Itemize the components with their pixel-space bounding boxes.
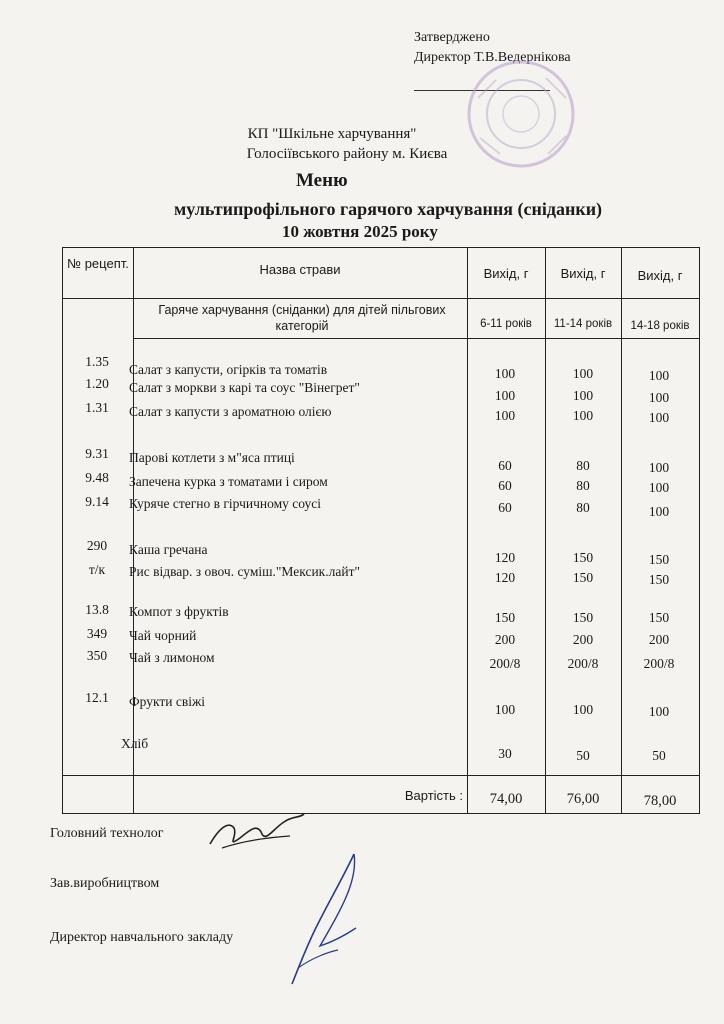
row-yield-2: 150 <box>572 550 594 565</box>
subheader-age-2: 11-14 років <box>553 318 613 330</box>
total-label: Вартість : <box>404 788 463 803</box>
row-yield-1: 100 <box>494 388 516 403</box>
table-row <box>63 602 699 625</box>
row-yield-1: 100 <box>494 408 516 423</box>
row-yield-1: 200/8 <box>489 656 521 671</box>
row-code: 9.31 <box>85 446 109 461</box>
row-code: 12.1 <box>85 690 109 705</box>
director-approval: Директор Т.В.Ведернікова <box>414 50 571 65</box>
table-row <box>63 470 699 495</box>
table-divider <box>545 248 546 813</box>
subheader-age-1: 6-11 років <box>480 318 532 330</box>
table-divider <box>133 248 134 813</box>
signature-scribble <box>272 850 372 990</box>
menu-title: Меню <box>296 170 348 191</box>
row-code: 1.35 <box>85 354 109 369</box>
row-code: 9.14 <box>85 494 109 509</box>
row-yield-2: 100 <box>572 366 594 381</box>
table-row <box>63 494 699 519</box>
row-yield-3: 200/8 <box>643 656 675 671</box>
header-dish-name: Назва страви <box>259 262 341 277</box>
table-row <box>63 648 699 671</box>
row-yield-3: 150 <box>648 572 670 587</box>
row-code: 290 <box>86 538 108 553</box>
row-yield-1: 100 <box>494 702 516 717</box>
row-yield-1: 30 <box>498 746 512 761</box>
table-row <box>63 354 699 383</box>
row-name: Хліб <box>121 736 149 751</box>
production-head-label: Зав.виробництвом <box>50 876 160 891</box>
total-yield-3: 78,00 <box>643 793 677 809</box>
row-yield-3: 100 <box>648 504 670 519</box>
row-code: 349 <box>86 626 108 641</box>
row-yield-3: 100 <box>648 410 670 425</box>
row-yield-1: 60 <box>498 478 512 493</box>
row-yield-1: 60 <box>498 500 512 515</box>
school-director-label: Директор навчального закладу <box>50 930 234 945</box>
table-divider <box>621 248 622 813</box>
row-yield-2: 200 <box>572 632 594 647</box>
row-yield-2: 80 <box>576 478 590 493</box>
subheader-category: Гаряче харчування (сніданки) для дітей пільгових категорій <box>158 303 446 333</box>
row-code: 9.48 <box>85 470 109 485</box>
row-name: Парові котлети з м"яса птиці <box>129 450 295 465</box>
row-yield-3: 100 <box>648 390 670 405</box>
row-yield-2: 200/8 <box>567 656 599 671</box>
row-name: Компот з фруктів <box>129 604 229 619</box>
row-yield-1: 120 <box>494 550 516 565</box>
header-recipe-no: № рецепт. <box>67 256 129 271</box>
organization <box>0 124 724 164</box>
row-yield-3: 50 <box>652 748 666 763</box>
row-name: Салат з капусти, огірків та томатів <box>129 362 328 377</box>
table-row <box>63 736 699 763</box>
table-row <box>63 562 699 587</box>
table-row <box>63 446 699 475</box>
row-name: Рис відвар. з овоч. суміш."Мексик.лайт" <box>129 564 360 579</box>
row-yield-3: 100 <box>648 460 670 475</box>
row-yield-3: 200 <box>648 632 670 647</box>
table-row <box>63 626 699 646</box>
total-yield-2: 76,00 <box>566 791 600 807</box>
subheader-age-3: 14-18 років <box>630 320 690 332</box>
menu-date: 10 жовтня 2025 року <box>282 222 438 241</box>
approved-label: Затверджено <box>414 30 490 45</box>
row-yield-2: 100 <box>572 702 594 717</box>
row-code: т/к <box>88 562 106 577</box>
row-yield-2: 150 <box>572 610 594 625</box>
total-yield-1: 74,00 <box>489 791 523 807</box>
row-name: Салат з моркви з карі та соус "Вінегрет" <box>129 380 360 395</box>
row-code: 1.31 <box>85 400 109 415</box>
row-code: 13.8 <box>85 602 109 617</box>
row-yield-2: 50 <box>576 748 590 763</box>
row-name: Каша гречана <box>129 542 208 557</box>
header-yield-1: Вихід, г <box>483 266 529 281</box>
row-name: Чай чорний <box>129 628 197 643</box>
row-yield-1: 120 <box>494 570 516 585</box>
header-yield-2: Вихід, г <box>560 266 606 281</box>
chief-technologist-label: Головний технолог <box>50 826 164 841</box>
table-row <box>63 690 699 719</box>
table-divider <box>467 248 468 813</box>
row-yield-3: 100 <box>648 480 670 495</box>
table-divider <box>63 298 699 299</box>
header-yield-3: Вихід, г <box>637 268 683 283</box>
org-line-2: Голосіївського району м. Києва <box>246 146 448 162</box>
table-divider <box>63 775 699 776</box>
row-yield-3: 100 <box>648 368 670 383</box>
row-yield-2: 80 <box>576 500 590 515</box>
row-yield-2: 100 <box>572 408 594 423</box>
row-yield-3: 100 <box>648 704 670 719</box>
row-yield-3: 150 <box>648 552 670 567</box>
row-yield-3: 150 <box>648 610 670 625</box>
table-row <box>63 376 699 405</box>
row-yield-2: 100 <box>572 388 594 403</box>
row-code: 1.20 <box>85 376 109 391</box>
row-yield-2: 150 <box>572 570 594 585</box>
row-yield-2: 80 <box>576 458 590 473</box>
row-yield-1: 60 <box>498 458 512 473</box>
row-code: 350 <box>86 648 108 663</box>
row-name: Чай з лимоном <box>129 650 215 665</box>
table-divider <box>133 338 699 339</box>
menu-subtitle: мультипрофільного гарячого харчування (сніданки) <box>174 199 603 219</box>
row-yield-1: 200 <box>494 632 516 647</box>
row-name: Запечена курка з томатами і сиром <box>129 474 328 489</box>
row-name: Салат з капусти з ароматною олією <box>129 404 332 419</box>
menu-table <box>62 247 700 814</box>
row-yield-1: 100 <box>494 366 516 381</box>
row-name: Куряче стегно в гірчичному соусі <box>129 496 321 511</box>
row-name: Фрукти свіжі <box>129 694 206 709</box>
table-row <box>63 400 699 425</box>
table-row <box>63 538 699 567</box>
org-line-1: КП "Шкільне харчування" <box>247 126 417 142</box>
row-yield-1: 150 <box>494 610 516 625</box>
